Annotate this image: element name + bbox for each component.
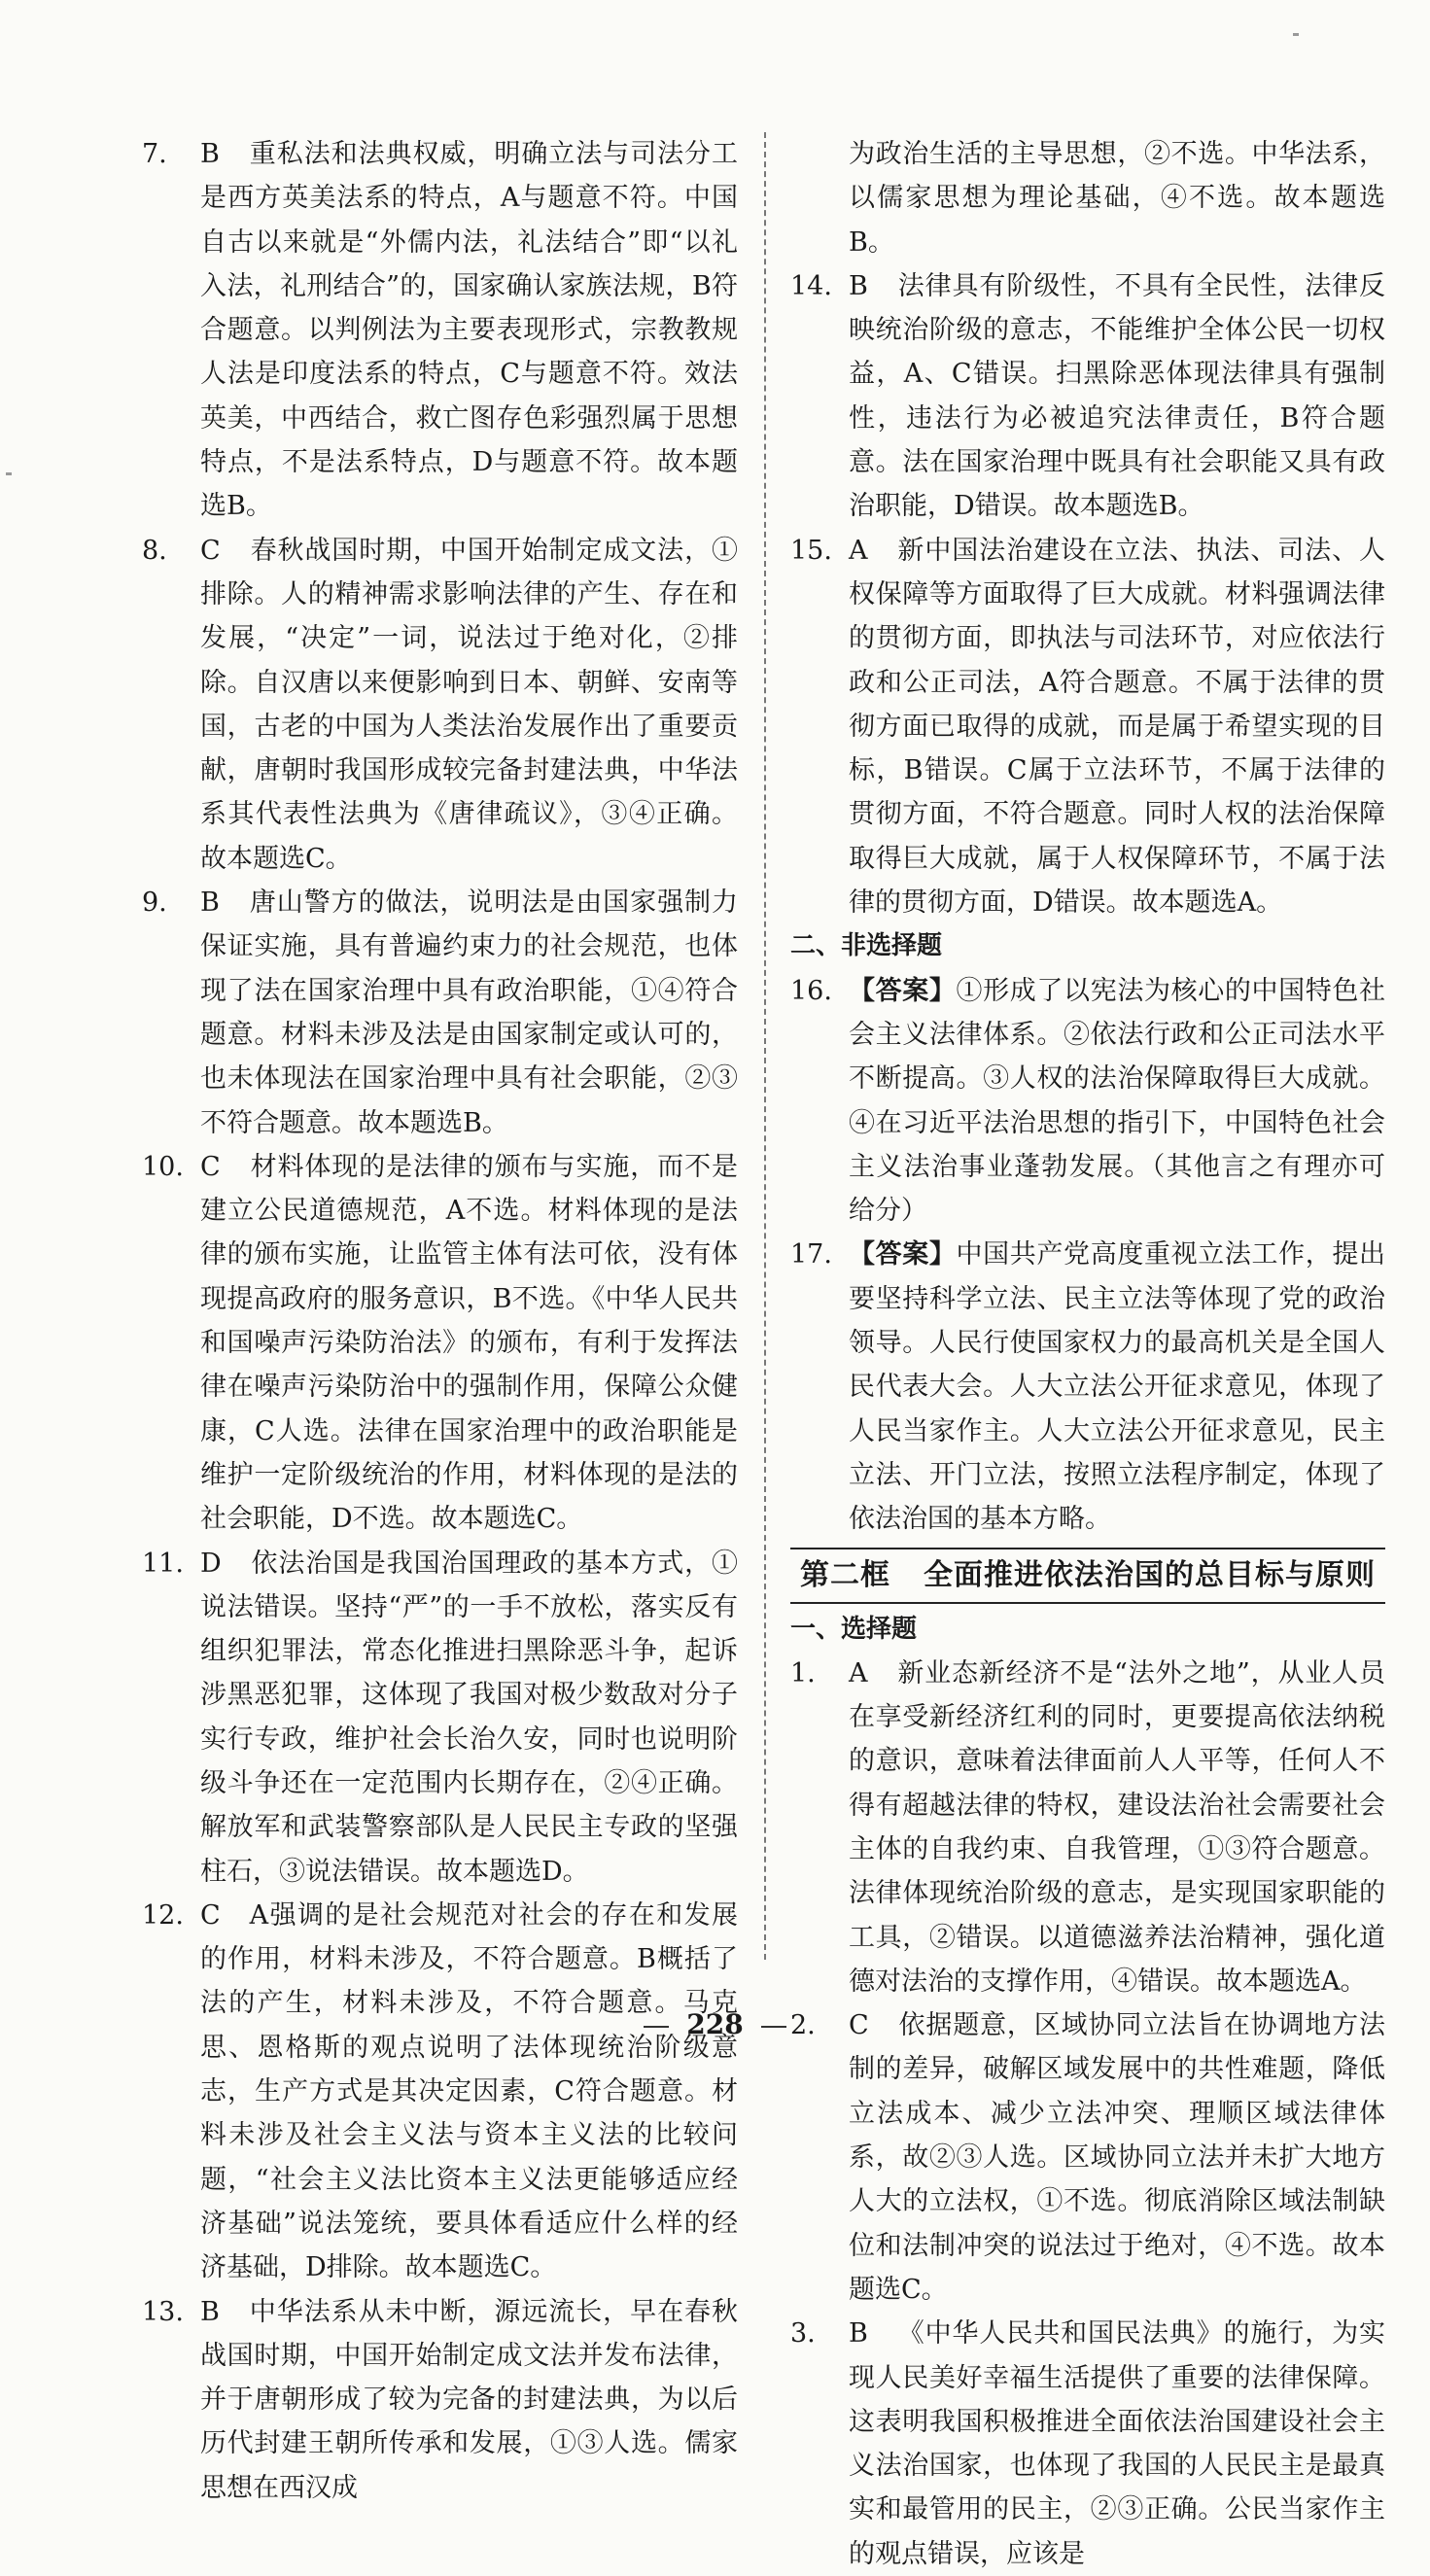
scan-mark	[1293, 33, 1299, 36]
answer-letter: B	[849, 2318, 868, 2350]
question-number: 1.	[790, 1657, 816, 1688]
answer-letter: C	[200, 535, 221, 566]
answer-label: 【答案】	[849, 1239, 957, 1271]
question-17	[790, 1233, 1385, 1541]
question-number: 10.	[142, 1151, 184, 1182]
page-number: 228	[686, 2008, 744, 2040]
left-column	[142, 132, 738, 2510]
page-footer	[0, 2008, 1430, 2040]
footer-dash	[761, 2026, 786, 2028]
question-number: 15.	[790, 535, 832, 566]
question-13	[142, 2290, 738, 2510]
question-number: 7.	[142, 139, 167, 169]
explanation: ①形成了以宪法为核心的中国特色社会主义法律体系。②依法行政和公正司法水平不断提高。③人权的法治保障取得巨大成就。④在习近平法治思想的指引下，中国特色社会主义法治事业蓬勃发展。（其他言之有理亦可给分）	[849, 975, 1386, 1227]
question-number: 16.	[790, 975, 832, 1006]
question-15	[790, 529, 1385, 925]
footer-dash	[644, 2026, 669, 2028]
lesson-title	[790, 1548, 1385, 1604]
lesson2-question-1	[790, 1652, 1385, 2003]
explanation: 《中华人民共和国民法典》的施行，为实现人民美好幸福生活提供了重要的法律保障。这表明我国积极推进全面依法治国建设社会主义法治国家，也体现了我国的人民民主是最真实和最管用的民主，②③正确。公民当家作主的观点错误，应该是	[849, 2318, 1385, 2569]
question-13-continued	[790, 132, 1385, 264]
question-number: 11.	[142, 1548, 184, 1579]
explanation: 春秋战国时期，中国开始制定成文法，①排除。人的精神需求影响法律的产生、存在和发展，“决定”一词，说法过于绝对化，②排除。自汉唐以来便影响到日本、朝鲜、安南等国，古老的中国为人类法治发展作出了重要贡献，唐朝时我国形成较完备封建法典，中华法系其代表性法典为《唐律疏议》，③④正确。故本题选C。	[200, 535, 738, 874]
section-heading-choice: 一、选择题	[790, 1614, 918, 1644]
answer-letter: C	[200, 1899, 221, 1931]
answer-letter: A	[849, 535, 868, 566]
answer-letter: B	[200, 2296, 220, 2327]
question-9	[142, 881, 738, 1145]
lesson-title-part2: 全面推进依法治国的总目标与原则	[924, 1557, 1376, 1592]
question-number: 8.	[142, 535, 167, 566]
answer-label: 【答案】	[849, 975, 957, 1006]
lesson2-question-2	[790, 2003, 1385, 2312]
section-heading-non-choice: 二、非选择题	[790, 931, 943, 961]
answer-letter: B	[200, 888, 220, 919]
answer-letter: B	[200, 139, 220, 169]
explanation: 材料体现的是法律的颁布与实施，而不是建立公民道德规范，A不选。材料体现的是法律的颁布实施，让监管主体有法可依，没有体现提高政府的服务意识，B不选。《中华人民共和国噪声污染防治法》的颁布，有利于发挥法律在噪声污染防治中的强制作用，保障公众健康，C人选。法律在国家治理中的政治职能是维护一定阶级统治的作用，材料体现的是法的社会职能，D不选。故本题选C。	[200, 1151, 738, 1535]
answer-letter: C	[849, 2010, 869, 2041]
question-8	[142, 529, 738, 881]
answer-letter: A	[849, 1657, 868, 1688]
question-number: 14.	[790, 270, 832, 301]
question-10	[142, 1145, 738, 1542]
explanation: 重私法和法典权威，明确立法与司法分工是西方英美法系的特点，A与题意不符。中国自古以来就是“外儒内法，礼法结合”即“以礼入法，礼刑结合”的，国家确认家族法规，B符合题意。以判例法为主要表现形式，宗教教规人法是印度法系的特点，C与题意不符。效法英美，中西结合，救亡图存色彩强烈属于思想特点，不是法系特点，D与题意不符。故本题选B。	[200, 139, 738, 522]
answer-letter: D	[200, 1548, 222, 1579]
lesson-title-part1: 第二框	[800, 1557, 890, 1592]
question-number: 2.	[790, 2010, 816, 2041]
right-column	[790, 132, 1385, 2576]
scan-mark	[6, 472, 12, 475]
explanation: 新业态新经济不是“法外之地”，从业人员在享受新经济红利的同时，更要提高依法纳税的意识，意味着法律面前人人平等，任何人不得有超越法律的特权，建设法治社会需要社会主体的自我约束、自我管理，①③符合题意。法律体现统治阶级的意志，是实现国家职能的工具，②错误。以道德滋养法治精神，强化道德对法治的支撑作用，④错误。故本题选A。	[849, 1657, 1385, 1997]
explanation: A强调的是社会规范对社会的存在和发展的作用，材料未涉及，不符合题意。B概括了法的产生，材料未涉及，不符合题意。马克思、恩格斯的观点说明了法体现统治阶级意志，生产方式是其决定因素，C符合题意。材料未涉及社会主义法与资本主义法的比较问题，“社会主义法比资本主义法更能够适应经济基础”说法笼统，要具体看适应什么样的经济基础，D排除。故本题选C。	[200, 1899, 738, 2283]
question-11	[142, 1542, 738, 1894]
lesson2-question-3	[790, 2312, 1385, 2576]
question-number: 12.	[142, 1899, 184, 1931]
explanation: 依据题意，区域协同立法旨在协调地方法制的差异，破解区域发展中的共性难题，降低立法成本、减少立法冲突、理顺区域法律体系，故②③人选。区域协同立法并未扩大地方人大的立法权，①不选。彻底消除区域法制缺位和法制冲突的说法过于绝对，④不选。故本题选C。	[849, 2010, 1385, 2305]
explanation: 唐山警方的做法，说明法是由国家强制力保证实施，具有普遍约束力的社会规范，也体现了法在国家治理中具有政治职能，①④符合题意。材料未涉及法是由国家制定或认可的，也未体现法在国家治理中具有社会职能，②③不符合题意。故本题选B。	[200, 888, 738, 1138]
explanation: 新中国法治建设在立法、执法、司法、人权保障等方面取得了巨大成就。材料强调法律的贯彻方面，即执法与司法环节，对应依法行政和公正司法，A符合题意。不属于法律的贯彻方面已取得的成就，而是属于希望实现的目标，B错误。C属于立法环节，不属于法律的贯彻方面，不符合题意。同时人权的法治保障取得巨大成就，属于人权保障环节，不属于法律的贯彻方面，D错误。故本题选A。	[849, 535, 1385, 919]
question-number: 17.	[790, 1239, 832, 1271]
question-16	[790, 969, 1385, 1234]
question-12	[142, 1894, 738, 2290]
answer-letter: B	[849, 270, 868, 301]
explanation: 中国共产党高度重视立法工作，提出要坚持科学立法、民主立法等体现了党的政治领导。人民行使国家权力的最高机关是全国人民代表大会。人大立法公开征求意见，体现了人民当家作主。人大立法公开征求意见，民主立法、开门立法，按照立法程序制定，体现了依法治国的基本方略。	[849, 1239, 1386, 1535]
answer-letter: C	[200, 1151, 221, 1182]
explanation: 中华法系从未中断，源远流长，早在春秋战国时期，中国开始制定成文法并发布法律，并于唐朝形成了较为完备的封建法典，为以后历代封建王朝所传承和发展，①③人选。儒家思想在西汉成	[200, 2296, 738, 2503]
question-7	[142, 132, 738, 529]
question-number: 13.	[142, 2296, 184, 2327]
column-divider	[764, 132, 766, 1960]
question-14	[790, 264, 1385, 529]
explanation: 依法治国是我国治国理政的基本方式，①说法错误。坚持“严”的一手不放松，落实反有组织犯罪法，常态化推进扫黑除恶斗争，起诉涉黑恶犯罪，这体现了我国对极少数敌对分子实行专政，维护社会长治久安，同时也说明阶级斗争还在一定范围内长期存在，②④正确。解放军和武装警察部队是人民民主专政的坚强柱石，③说法错误。故本题选D。	[200, 1548, 738, 1887]
explanation: 法律具有阶级性，不具有全民性，法律反映统治阶级的意志，不能维护全体公民一切权益，A、C错误。扫黑除恶体现法律具有强制性，违法行为必被追究法律责任，B符合题意。法在国家治理中既具有社会职能又具有政治职能，D错误。故本题选B。	[849, 270, 1385, 522]
question-number: 9.	[142, 888, 167, 919]
explanation: 为政治生活的主导思想，②不选。中华法系，以儒家思想为理论基础，④不选。故本题选B。	[849, 139, 1385, 258]
question-number: 3.	[790, 2318, 816, 2350]
